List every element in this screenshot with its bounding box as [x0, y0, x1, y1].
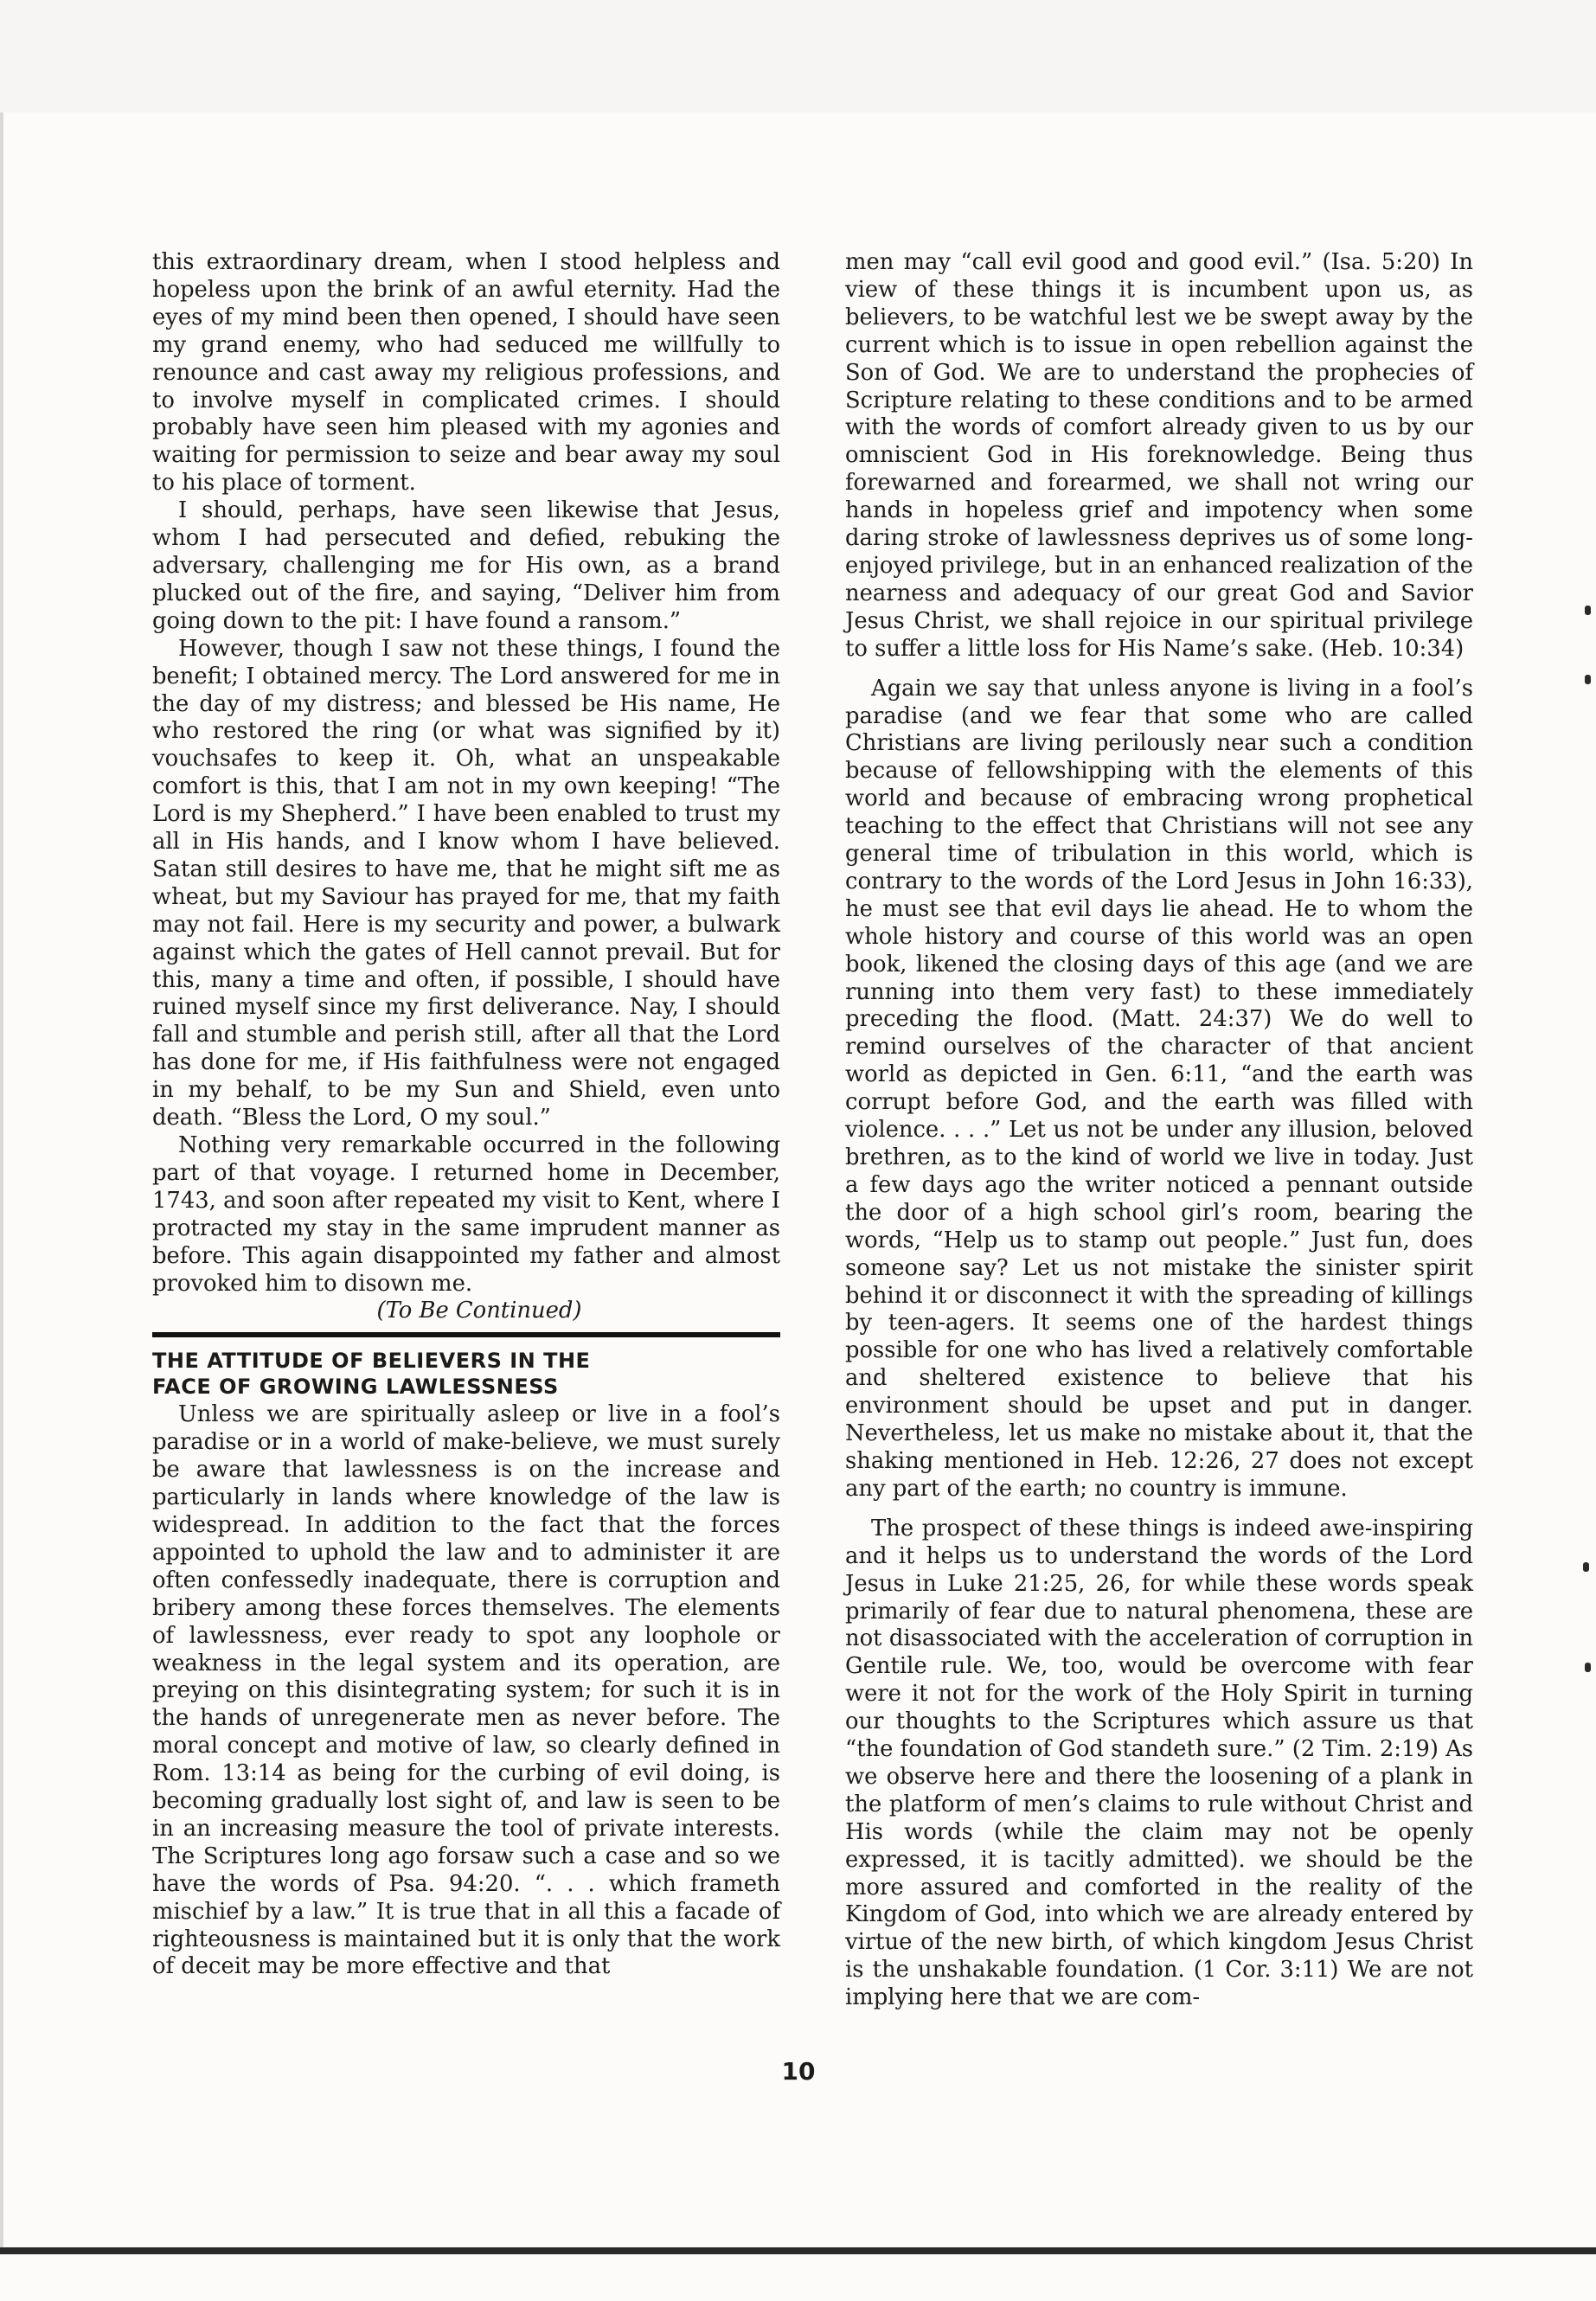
margin-mark: [1585, 675, 1591, 684]
right-column: [845, 249, 1473, 2012]
section-heading: [152, 1348, 780, 1400]
page-left-edge: [0, 112, 3, 2247]
paragraph: I should, perhaps, have seen likewise that Jesus, whom I had persecuted and defied, rebuking the adversary, challenging me for His own, as a brand plucked out of the fire, and saying, “Deliver him from going down to the pit: I have found a ransom.”: [152, 497, 780, 634]
paragraph: However, though I saw not these things, I found the benefit; I obtained mercy. The Lord answered for me in the day of my distress; and blessed be His name, He who restored the ring (or what was signified by it) vouchsafes to keep it. Oh, what an unspeakable comfort is this, that I am not in my own keeping! “The Lord is my Shepherd.” I have been enabled to trust my all in His hands, and I know whom I have believed. Satan still desires to have me, that he might sift me as wheat, but my Saviour has prayed for me, that my faith may not fail. Here is my security and power, a bulwark against which the gates of Hell cannot prevail. But for this, many a time and often, if possible, I should have ruined myself since my first deliverance. Nay, I should fall and stumble and perish still, after all that the Lord has done for me, if His faithfulness were not engaged in my behalf, to be my Sun and Shield, even unto death. “Bless the Lord, O my soul.”: [152, 635, 780, 1131]
page-bottom-edge: [0, 2247, 1596, 2254]
page-top-margin: [0, 0, 1596, 112]
paragraph: Again we say that unless anyone is living in a fool’s paradise (and we fear that some who are called Christians are living perilously near such a condition because of fellowshipping with the elements of this world and because of embracing wrong prophetical teaching to the effect that Christians will not see any general time of tribulation in this world, which is contrary to the words of the Lord Jesus in John 16:33), he must see that evil days lie ahead. He to whom the whole history and course of this world was an open book, likened the closing days of this age (and we are running into them very fast) to these immediately preceding the flood. (Matt. 24:37) We do well to remind ourselves of the character of that ancient world as depicted in Gen. 6:11, “and the earth was corrupt before God, and the earth was filled with violence. . . .” Let us not be under any illusion, beloved brethren, as to the kind of world we live in today. Just a few days ago the writer noticed a pennant outside the door of a high school girl’s room, bearing the words, “Help us to stamp out people.” Just fun, does someone say? Let us not mistake the sinister spirit behind it or disconnect it with the spreading of killings by teen-agers. It seems one of the hardest things possible for one who has lived a relatively comfortable and sheltered existence to believe that his environment should be upset and put in danger. Nevertheless, let us make no mistake about it, that the shaking mentioned in Heb. 12:26, 27 does not except any part of the earth; no country is immune.: [845, 675, 1473, 1502]
margin-mark: [1583, 1562, 1589, 1572]
paragraph: Nothing very remarkable occurred in the following part of that voyage. I returned home in December, 1743, and soon after repeated my visit to Kent, where I protracted my stay in the same imprudent manner as before. This again disappointed my father and almost provoked him to disown me.: [152, 1132, 780, 1297]
continued-note: (To Be Continued): [376, 1298, 582, 1324]
margin-mark: [1585, 1663, 1591, 1672]
section-divider: [152, 1332, 780, 1337]
paragraph: Unless we are spiritually asleep or live in a fool’s paradise or in a world of make-believe, we must surely be aware that lawlessness is on the increase and particularly in lands where knowledge of the law is widespread. In addition to the fact that the forces appointed to uphold the law and to administer it are often confessedly inadequate, there is corruption and bribery among these forces themselves. The elements of lawlessness, ever ready to spot any loophole or weakness in the legal system and its operation, are preying on this disintegrating system; for such it is in the hands of unregenerate men as never before. The moral concept and motive of law, so clearly defined in Rom. 13:14 as being for the curbing of evil doing, is becoming gradually lost sight of, and law is seen to be in an increasing measure the tool of private interests. The Scriptures long ago forsaw such a case and so we have the words of Psa. 94:20. “. . . which frameth mischief by a law.” It is true that in all this a facade of righteousness is maintained but it is only that the work of deceit may be more effective and that: [152, 1401, 780, 1980]
section-heading-line: THE ATTITUDE OF BELIEVERS IN THE: [152, 1349, 591, 1374]
page-number: 10: [781, 2057, 816, 2086]
paragraph: this extraordinary dream, when I stood helpless and hopeless upon the brink of an awful eternity. Had the eyes of my mind been then opened, I should have seen my grand enemy, who had seduced me willfully to renounce and cast away my religious professions, and to involve myself in complicated crimes. I should probably have seen him pleased with my agonies and waiting for permission to seize and bear away my soul to his place of torment.: [152, 249, 780, 497]
margin-mark: [1585, 606, 1591, 615]
left-column: [152, 249, 780, 1981]
paragraph: men may “call evil good and good evil.” (Isa. 5:20) In view of these things it is incumbent upon us, as believers, to be watchful lest we be swept away by the current which is to issue in open rebellion against the Son of God. We are to understand the prophecies of Scripture relating to these conditions and to be armed with the words of comfort already given to us by our omniscient God in His foreknowledge. Being thus forewarned and forearmed, we shall not wring our hands in hopeless grief and impotency when some daring stroke of lawlessness deprives us of some long-enjoyed privilege, but in an enhanced realization of the nearness and adequacy of our great God and Savior Jesus Christ, we shall rejoice in our spiritual privilege to suffer a little loss for His Name’s sake. (Heb. 10:34): [845, 249, 1473, 662]
paragraph: The prospect of these things is indeed awe-inspiring and it helps us to understand the words of the Lord Jesus in Luke 21:25, 26, for while these words speak primarily of fear due to natural phenomena, these are not disassociated with the acceleration of corruption in Gentile rule. We, too, would be overcome with fear were it not for the work of the Holy Spirit in turning our thoughts to the Scriptures which assure us that “the foundation of God standeth sure.” (2 Tim. 2:19) As we observe here and there the loosening of a plank in the platform of men’s claims to rule without Christ and His words (while the claim may not be openly expressed, it is tacitly admitted). we should be the more assured and comforted in the reality of the Kingdom of God, into which we are already entered by virtue of the new birth, of which kingdom Jesus Christ is the unshakable foundation. (1 Cor. 3:11) We are not implying here that we are com-: [845, 1515, 1473, 2011]
section-heading-line: FACE OF GROWING LAWLESSNESS: [152, 1375, 559, 1400]
